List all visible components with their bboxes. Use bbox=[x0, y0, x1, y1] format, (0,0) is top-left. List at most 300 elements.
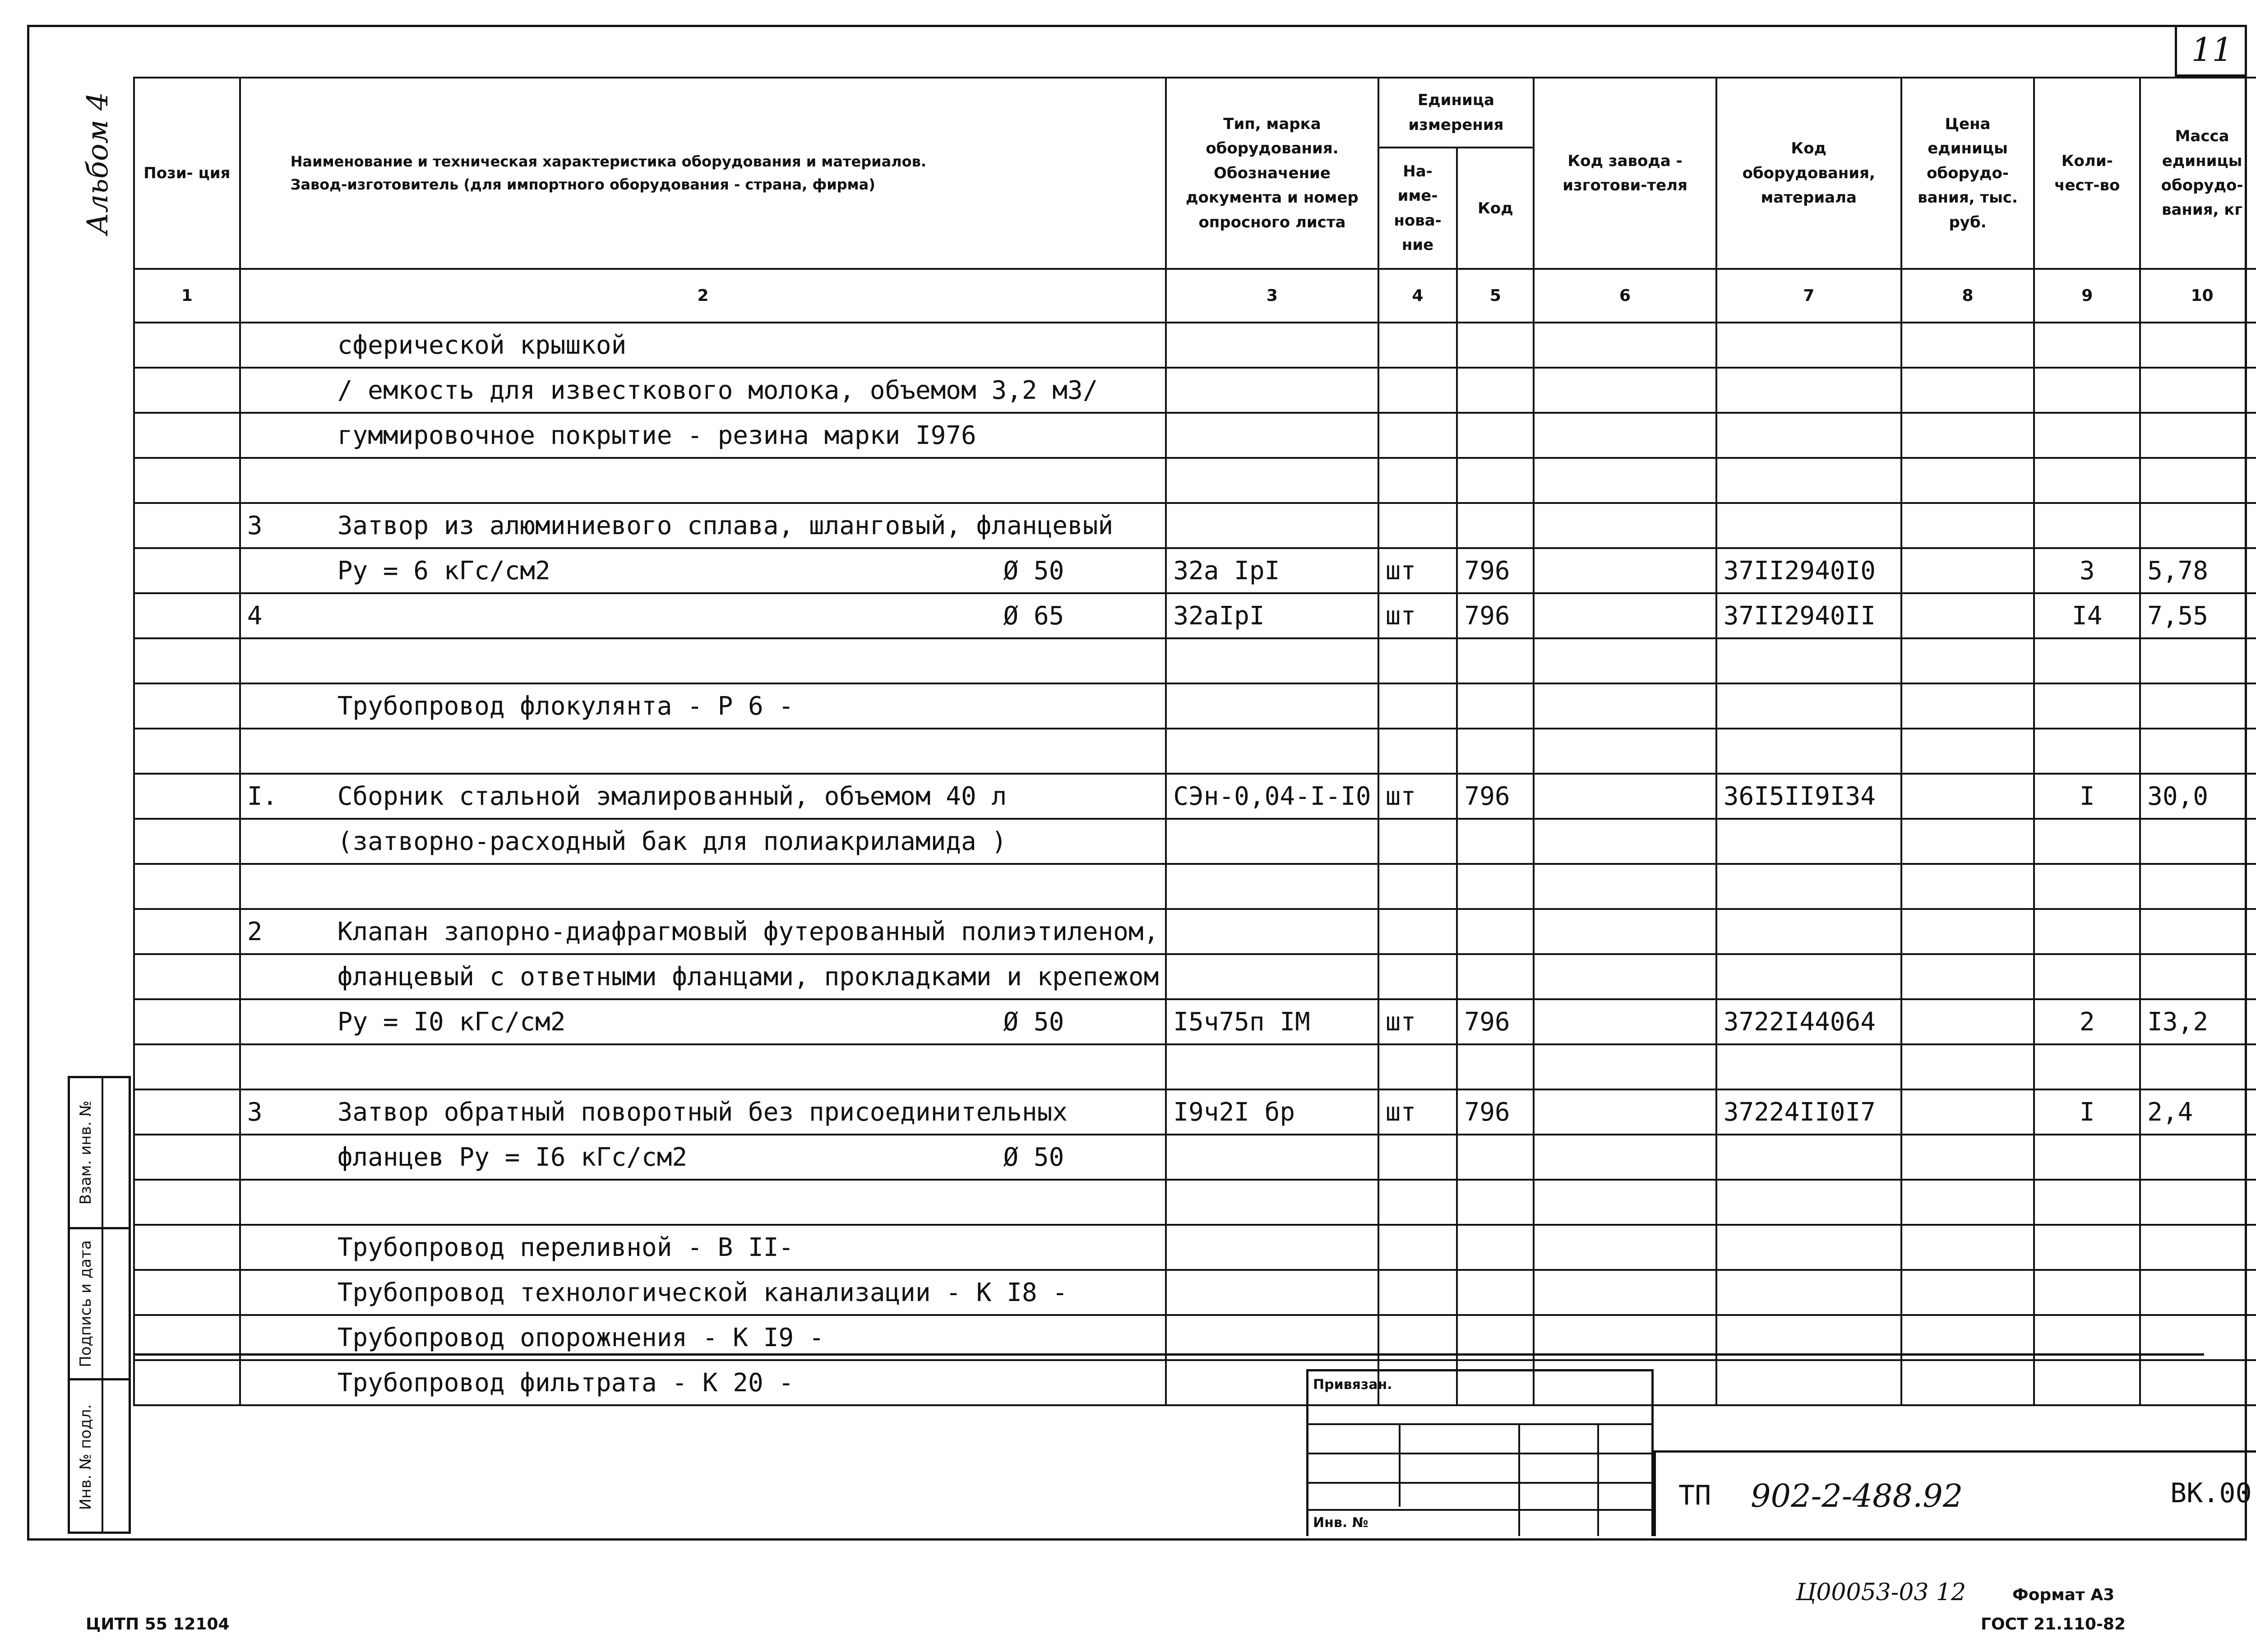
cell-factory-code bbox=[1534, 413, 1716, 458]
cell-price bbox=[1901, 638, 2034, 683]
cell-quantity: 2 bbox=[2034, 999, 2140, 1044]
cell-type bbox=[1166, 683, 1378, 729]
cell-unit-name bbox=[1378, 503, 1457, 548]
cell-factory-code bbox=[1534, 548, 1716, 593]
cell-empty-left bbox=[134, 323, 240, 368]
cell-mass bbox=[2140, 1180, 2256, 1225]
cell-unit-name: шт bbox=[1378, 593, 1457, 638]
cell-diameter: Ø 50 bbox=[1003, 556, 1064, 586]
cell-factory-code bbox=[1534, 1180, 1716, 1225]
header-quantity: Коли-чест-во bbox=[2034, 78, 2140, 269]
cell-price bbox=[1901, 954, 2034, 999]
cell-type bbox=[1166, 323, 1378, 368]
cell-empty-left bbox=[134, 1225, 240, 1270]
cell-price bbox=[1901, 413, 2034, 458]
cell-unit-code: 796 bbox=[1457, 1089, 1534, 1135]
cell-quantity bbox=[2034, 458, 2140, 503]
cell-factory-code bbox=[1534, 368, 1716, 413]
cell-material-code bbox=[1716, 1044, 1901, 1089]
table-row bbox=[134, 458, 2256, 503]
cell-empty-left bbox=[134, 999, 240, 1044]
cell-description: Сборник стальной эмалированный, объемом 40 л bbox=[337, 781, 1007, 811]
cell-type: 32а IрI bbox=[1166, 548, 1378, 593]
cell-description: Трубопровод технологической канализации - К I8 - bbox=[337, 1278, 1068, 1307]
column-number-row bbox=[134, 269, 2256, 323]
cell-factory-code bbox=[1534, 1089, 1716, 1135]
cell-unit-name bbox=[1378, 1044, 1457, 1089]
cell-unit-name bbox=[1378, 413, 1457, 458]
cell-type: I9ч2I бр bbox=[1166, 1089, 1378, 1135]
cell-mass bbox=[2140, 638, 2256, 683]
header-unit-code: Код bbox=[1457, 148, 1534, 269]
title-block bbox=[133, 1353, 2252, 1536]
header-unit-name: На-име-нова-ние bbox=[1378, 148, 1457, 269]
table-row bbox=[134, 1135, 2256, 1180]
cell-mass bbox=[2140, 729, 2256, 774]
cell-empty-left bbox=[134, 729, 240, 774]
cell-factory-code bbox=[1534, 1225, 1716, 1270]
cell-mass bbox=[2140, 1044, 2256, 1089]
cell-material-code bbox=[1716, 683, 1901, 729]
cell-diameter: Ø 50 bbox=[1003, 1007, 1064, 1037]
cell-factory-code bbox=[1534, 1135, 1716, 1180]
cell-empty-left bbox=[134, 1089, 240, 1135]
table-row bbox=[134, 1044, 2256, 1089]
cell-unit-code: 796 bbox=[1457, 774, 1534, 819]
cell-mass bbox=[2140, 909, 2256, 954]
table-row bbox=[134, 593, 2256, 638]
cell-material-code: 37224II0I7 bbox=[1716, 1089, 1901, 1135]
cell-material-code bbox=[1716, 323, 1901, 368]
cell-unit-code: 796 bbox=[1457, 999, 1534, 1044]
cell-quantity bbox=[2034, 683, 2140, 729]
cell-name bbox=[240, 729, 1166, 774]
cell-quantity bbox=[2034, 368, 2140, 413]
cell-unit-code bbox=[1457, 368, 1534, 413]
cell-type bbox=[1166, 1270, 1378, 1315]
cell-type bbox=[1166, 1180, 1378, 1225]
cell-factory-code bbox=[1534, 458, 1716, 503]
cell-mass: 7,55 bbox=[2140, 593, 2256, 638]
cell-empty-left bbox=[134, 368, 240, 413]
binding-label: Привязан. bbox=[1313, 1377, 1392, 1393]
cell-material-code: 36I5II9I34 bbox=[1716, 774, 1901, 819]
cell-type bbox=[1166, 638, 1378, 683]
cell-type bbox=[1166, 864, 1378, 909]
cell-quantity bbox=[2034, 954, 2140, 999]
cell-quantity bbox=[2034, 729, 2140, 774]
cell-unit-name bbox=[1378, 368, 1457, 413]
cell-name bbox=[240, 368, 1166, 413]
cell-position: 3 bbox=[247, 511, 263, 540]
cell-name bbox=[240, 683, 1166, 729]
cell-type bbox=[1166, 729, 1378, 774]
document-number: 902-2-488.92 bbox=[1751, 1477, 1963, 1514]
cell-factory-code bbox=[1534, 909, 1716, 954]
column-number: 1 bbox=[134, 269, 240, 323]
cell-mass bbox=[2140, 368, 2256, 413]
cell-diameter: Ø 50 bbox=[1003, 1142, 1064, 1172]
cell-factory-code bbox=[1534, 729, 1716, 774]
cell-material-code bbox=[1716, 1270, 1901, 1315]
table-row bbox=[134, 548, 2256, 593]
column-number: 9 bbox=[2034, 269, 2140, 323]
title-main bbox=[1654, 1450, 2256, 1536]
cell-description: Ру = 6 кГс/см2 bbox=[337, 556, 550, 586]
cell-mass bbox=[2140, 413, 2256, 458]
column-number: 7 bbox=[1716, 269, 1901, 323]
cell-type bbox=[1166, 1225, 1378, 1270]
cell-price bbox=[1901, 864, 2034, 909]
cell-price bbox=[1901, 683, 2034, 729]
album-label: Альбом 4 bbox=[81, 92, 115, 235]
cell-factory-code bbox=[1534, 864, 1716, 909]
table-row bbox=[134, 1180, 2256, 1225]
cell-position: 3 bbox=[247, 1097, 263, 1127]
table-row bbox=[134, 323, 2256, 368]
cell-type bbox=[1166, 909, 1378, 954]
cell-type bbox=[1166, 819, 1378, 864]
cell-price bbox=[1901, 774, 2034, 819]
cell-unit-name bbox=[1378, 683, 1457, 729]
cell-material-code bbox=[1716, 368, 1901, 413]
cell-material-code: 37II2940I0 bbox=[1716, 548, 1901, 593]
cell-quantity bbox=[2034, 1270, 2140, 1315]
cell-material-code bbox=[1716, 1135, 1901, 1180]
cell-name bbox=[240, 593, 1166, 638]
cell-price bbox=[1901, 323, 2034, 368]
cell-price bbox=[1901, 999, 2034, 1044]
cell-unit-code bbox=[1457, 864, 1534, 909]
cell-factory-code bbox=[1534, 819, 1716, 864]
header-material-code: Код оборудования, материала bbox=[1716, 78, 1901, 269]
cell-unit-code bbox=[1457, 1225, 1534, 1270]
cell-quantity: I bbox=[2034, 1089, 2140, 1135]
cell-type bbox=[1166, 458, 1378, 503]
table-row bbox=[134, 683, 2256, 729]
cell-quantity bbox=[2034, 1225, 2140, 1270]
cell-description: Трубопровод опорожнения - К I9 - bbox=[337, 1323, 824, 1352]
cell-price bbox=[1901, 1135, 2034, 1180]
cell-price bbox=[1901, 503, 2034, 548]
cell-name bbox=[240, 413, 1166, 458]
binding-stamp bbox=[1306, 1369, 1654, 1536]
inventory-label: Инв. № bbox=[1313, 1515, 1368, 1531]
cell-quantity bbox=[2034, 503, 2140, 548]
cell-quantity bbox=[2034, 1044, 2140, 1089]
cell-empty-left bbox=[134, 1180, 240, 1225]
cell-empty-left bbox=[134, 683, 240, 729]
cell-price bbox=[1901, 1225, 2034, 1270]
cell-name bbox=[240, 638, 1166, 683]
cell-unit-name bbox=[1378, 909, 1457, 954]
cell-price bbox=[1901, 729, 2034, 774]
cell-position: 2 bbox=[247, 917, 263, 946]
cell-price bbox=[1901, 1180, 2034, 1225]
header-type: Тип, марка оборудования. Обозначение документа и номер опросного листа bbox=[1166, 78, 1378, 269]
cell-quantity bbox=[2034, 413, 2140, 458]
table-row bbox=[134, 638, 2256, 683]
cell-name bbox=[240, 1225, 1166, 1270]
cell-name bbox=[240, 323, 1166, 368]
cell-mass bbox=[2140, 1270, 2256, 1315]
cell-unit-name bbox=[1378, 954, 1457, 999]
column-number: 5 bbox=[1457, 269, 1534, 323]
cell-description: гуммировочное покрытие - резина марки I976 bbox=[337, 420, 976, 450]
footer-gost: ГОСТ 21.110-82 bbox=[1981, 1615, 2126, 1634]
specification-table bbox=[133, 77, 2256, 1406]
cell-factory-code bbox=[1534, 1270, 1716, 1315]
cell-price bbox=[1901, 593, 2034, 638]
cell-unit-code bbox=[1457, 1044, 1534, 1089]
column-number: 10 bbox=[2140, 269, 2256, 323]
footer-left-code: ЦИТП 55 12104 bbox=[86, 1615, 230, 1634]
cell-material-code bbox=[1716, 954, 1901, 999]
cell-type bbox=[1166, 503, 1378, 548]
column-number: 4 bbox=[1378, 269, 1457, 323]
cell-unit-name: шт bbox=[1378, 548, 1457, 593]
cell-factory-code bbox=[1534, 999, 1716, 1044]
cell-mass: 5,78 bbox=[2140, 548, 2256, 593]
cell-name bbox=[240, 1089, 1166, 1135]
cell-unit-code bbox=[1457, 909, 1534, 954]
cell-unit-name bbox=[1378, 864, 1457, 909]
cell-quantity bbox=[2034, 1135, 2140, 1180]
cell-material-code bbox=[1716, 864, 1901, 909]
cell-unit-name bbox=[1378, 1135, 1457, 1180]
cell-factory-code bbox=[1534, 593, 1716, 638]
table-row bbox=[134, 954, 2256, 999]
cell-description: Трубопровод переливной - В II- bbox=[337, 1232, 794, 1262]
cell-empty-left bbox=[134, 413, 240, 458]
cell-unit-name bbox=[1378, 1270, 1457, 1315]
cell-empty-left bbox=[134, 774, 240, 819]
column-number: 2 bbox=[240, 269, 1166, 323]
cell-unit-code bbox=[1457, 503, 1534, 548]
stamp-replace-inv: Взам. инв. № bbox=[70, 1078, 129, 1229]
cell-name bbox=[240, 1180, 1166, 1225]
cell-empty-left bbox=[134, 1135, 240, 1180]
cell-quantity bbox=[2034, 638, 2140, 683]
cell-description: Клапан запорно-диафрагмовый футерованный полиэтиленом, bbox=[337, 917, 1159, 946]
cell-price bbox=[1901, 819, 2034, 864]
cell-unit-code bbox=[1457, 819, 1534, 864]
cell-type: I5ч75п IМ bbox=[1166, 999, 1378, 1044]
cell-mass: I3,2 bbox=[2140, 999, 2256, 1044]
cell-position: 4 bbox=[247, 601, 263, 631]
cell-description: фланцевый с ответными фланцами, прокладками и крепежом bbox=[337, 962, 1159, 992]
cell-type bbox=[1166, 368, 1378, 413]
cell-unit-code: 796 bbox=[1457, 548, 1534, 593]
cell-quantity bbox=[2034, 1180, 2140, 1225]
cell-unit-name bbox=[1378, 1180, 1457, 1225]
cell-material-code bbox=[1716, 503, 1901, 548]
cell-position: I. bbox=[247, 781, 278, 811]
stamp-original-inv: Инв. № подл. bbox=[77, 1404, 95, 1510]
cell-description: Затвор из алюминиевого сплава, шланговый, фланцевый bbox=[337, 511, 1114, 540]
cell-price bbox=[1901, 368, 2034, 413]
cell-price bbox=[1901, 458, 2034, 503]
cell-price bbox=[1901, 1044, 2034, 1089]
cell-quantity bbox=[2034, 323, 2140, 368]
cell-description: / емкость для известкового молока, объемом 3,2 м3/ bbox=[337, 375, 1098, 405]
table-row bbox=[134, 909, 2256, 954]
cell-unit-code: 796 bbox=[1457, 593, 1534, 638]
cell-name bbox=[240, 909, 1166, 954]
cell-mass bbox=[2140, 864, 2256, 909]
cell-name bbox=[240, 1044, 1166, 1089]
cell-type bbox=[1166, 954, 1378, 999]
cell-mass: 2,4 bbox=[2140, 1089, 2256, 1135]
cell-description: фланцев Ру = I6 кГс/см2 bbox=[337, 1142, 688, 1172]
side-stamps bbox=[68, 1076, 131, 1534]
cell-type bbox=[1166, 413, 1378, 458]
cell-name bbox=[240, 458, 1166, 503]
cell-name bbox=[240, 954, 1166, 999]
cell-mass bbox=[2140, 323, 2256, 368]
cell-mass: 30,0 bbox=[2140, 774, 2256, 819]
cell-quantity: I bbox=[2034, 774, 2140, 819]
cell-description: Затвор обратный поворотный без присоединительных bbox=[337, 1097, 1068, 1127]
cell-unit-name bbox=[1378, 323, 1457, 368]
cell-unit-code bbox=[1457, 458, 1534, 503]
cell-quantity: I4 bbox=[2034, 593, 2140, 638]
cell-diameter: Ø 65 bbox=[1003, 601, 1064, 631]
cell-price bbox=[1901, 1089, 2034, 1135]
table-row bbox=[134, 729, 2256, 774]
cell-name bbox=[240, 774, 1166, 819]
cell-mass bbox=[2140, 683, 2256, 729]
cell-factory-code bbox=[1534, 638, 1716, 683]
cell-quantity: 3 bbox=[2034, 548, 2140, 593]
cell-mass bbox=[2140, 458, 2256, 503]
footer-format: Формат А3 bbox=[2012, 1586, 2115, 1604]
cell-empty-left bbox=[134, 458, 240, 503]
cell-material-code bbox=[1716, 909, 1901, 954]
cell-quantity bbox=[2034, 864, 2140, 909]
cell-description: (затворно-расходный бак для полиакриламида ) bbox=[337, 826, 1007, 856]
column-number: 6 bbox=[1534, 269, 1716, 323]
column-number: 8 bbox=[1901, 269, 2034, 323]
cell-factory-code bbox=[1534, 1044, 1716, 1089]
cell-unit-name: шт bbox=[1378, 774, 1457, 819]
cell-type bbox=[1166, 1044, 1378, 1089]
cell-unit-code bbox=[1457, 638, 1534, 683]
table-row bbox=[134, 503, 2256, 548]
cell-name bbox=[240, 999, 1166, 1044]
document-code: ВК.00 bbox=[2170, 1477, 2252, 1509]
cell-type: СЭн-0,04-I-I0 bbox=[1166, 774, 1378, 819]
header-factory-code: Код завода - изготови-теля bbox=[1534, 78, 1716, 269]
cell-material-code bbox=[1716, 1225, 1901, 1270]
table-row bbox=[134, 413, 2256, 458]
cell-unit-name bbox=[1378, 819, 1457, 864]
cell-empty-left bbox=[134, 1044, 240, 1089]
cell-name bbox=[240, 548, 1166, 593]
cell-description: Трубопровод фильтрата - К 20 - bbox=[337, 1368, 794, 1398]
cell-unit-name bbox=[1378, 638, 1457, 683]
table-row bbox=[134, 774, 2256, 819]
cell-name bbox=[240, 503, 1166, 548]
cell-mass bbox=[2140, 1135, 2256, 1180]
cell-type bbox=[1166, 1135, 1378, 1180]
cell-material-code: 37II2940II bbox=[1716, 593, 1901, 638]
table-body bbox=[134, 323, 2256, 1405]
cell-name bbox=[240, 819, 1166, 864]
cell-unit-name: шт bbox=[1378, 999, 1457, 1044]
cell-price bbox=[1901, 548, 2034, 593]
column-number: 3 bbox=[1166, 269, 1378, 323]
header-name: Наименование и техническая характеристика оборудования и материалов. Завод-изготовитель (для импортного оборудования - страна, фирма) bbox=[240, 78, 1166, 269]
header-unit-group: Единица измерения bbox=[1378, 78, 1534, 148]
cell-unit-name: шт bbox=[1378, 1089, 1457, 1135]
cell-unit-code bbox=[1457, 683, 1534, 729]
cell-unit-code bbox=[1457, 323, 1534, 368]
cell-price bbox=[1901, 909, 2034, 954]
sheet-corner-number: 11 bbox=[2175, 25, 2247, 77]
cell-mass bbox=[2140, 503, 2256, 548]
cell-empty-left bbox=[134, 954, 240, 999]
cell-mass bbox=[2140, 819, 2256, 864]
cell-material-code bbox=[1716, 1180, 1901, 1225]
cell-unit-code bbox=[1457, 1135, 1534, 1180]
header-price: Цена единицы оборудо-вания, тыс. руб. bbox=[1901, 78, 2034, 269]
cell-factory-code bbox=[1534, 323, 1716, 368]
cell-description: сферической крышкой bbox=[337, 330, 627, 360]
cell-empty-left bbox=[134, 503, 240, 548]
cell-unit-code bbox=[1457, 413, 1534, 458]
cell-quantity bbox=[2034, 819, 2140, 864]
cell-empty-left bbox=[134, 1270, 240, 1315]
cell-description: Ру = I0 кГс/см2 bbox=[337, 1007, 566, 1037]
tp-label: ТП bbox=[1678, 1480, 1711, 1511]
cell-material-code bbox=[1716, 638, 1901, 683]
cell-unit-code bbox=[1457, 729, 1534, 774]
cell-unit-code bbox=[1457, 1270, 1534, 1315]
table-row bbox=[134, 368, 2256, 413]
cell-factory-code bbox=[1534, 683, 1716, 729]
table-row bbox=[134, 1225, 2256, 1270]
cell-empty-left bbox=[134, 864, 240, 909]
cell-factory-code bbox=[1534, 774, 1716, 819]
cell-factory-code bbox=[1534, 954, 1716, 999]
cell-material-code: 3722I44064 bbox=[1716, 999, 1901, 1044]
stamp-signature-date: Подпись и дата bbox=[70, 1229, 129, 1380]
cell-empty-left bbox=[134, 548, 240, 593]
cell-unit-code bbox=[1457, 954, 1534, 999]
table-row bbox=[134, 864, 2256, 909]
table-row bbox=[134, 1089, 2256, 1135]
cell-empty-left bbox=[134, 819, 240, 864]
cell-quantity bbox=[2034, 909, 2140, 954]
cell-unit-name bbox=[1378, 729, 1457, 774]
cell-description: Трубопровод флокулянта - Р 6 - bbox=[337, 691, 794, 721]
cell-empty-left bbox=[134, 909, 240, 954]
cell-name bbox=[240, 1270, 1166, 1315]
cell-empty-left bbox=[134, 638, 240, 683]
footer-order-number: Ц00053-03 12 bbox=[1796, 1579, 1966, 1606]
header-position: Пози- ция bbox=[134, 78, 240, 269]
cell-unit-name bbox=[1378, 1225, 1457, 1270]
cell-factory-code bbox=[1534, 503, 1716, 548]
cell-material-code bbox=[1716, 819, 1901, 864]
cell-price bbox=[1901, 1270, 2034, 1315]
cell-name bbox=[240, 1135, 1166, 1180]
table-row bbox=[134, 1270, 2256, 1315]
cell-mass bbox=[2140, 1225, 2256, 1270]
cell-material-code bbox=[1716, 729, 1901, 774]
cell-material-code bbox=[1716, 458, 1901, 503]
